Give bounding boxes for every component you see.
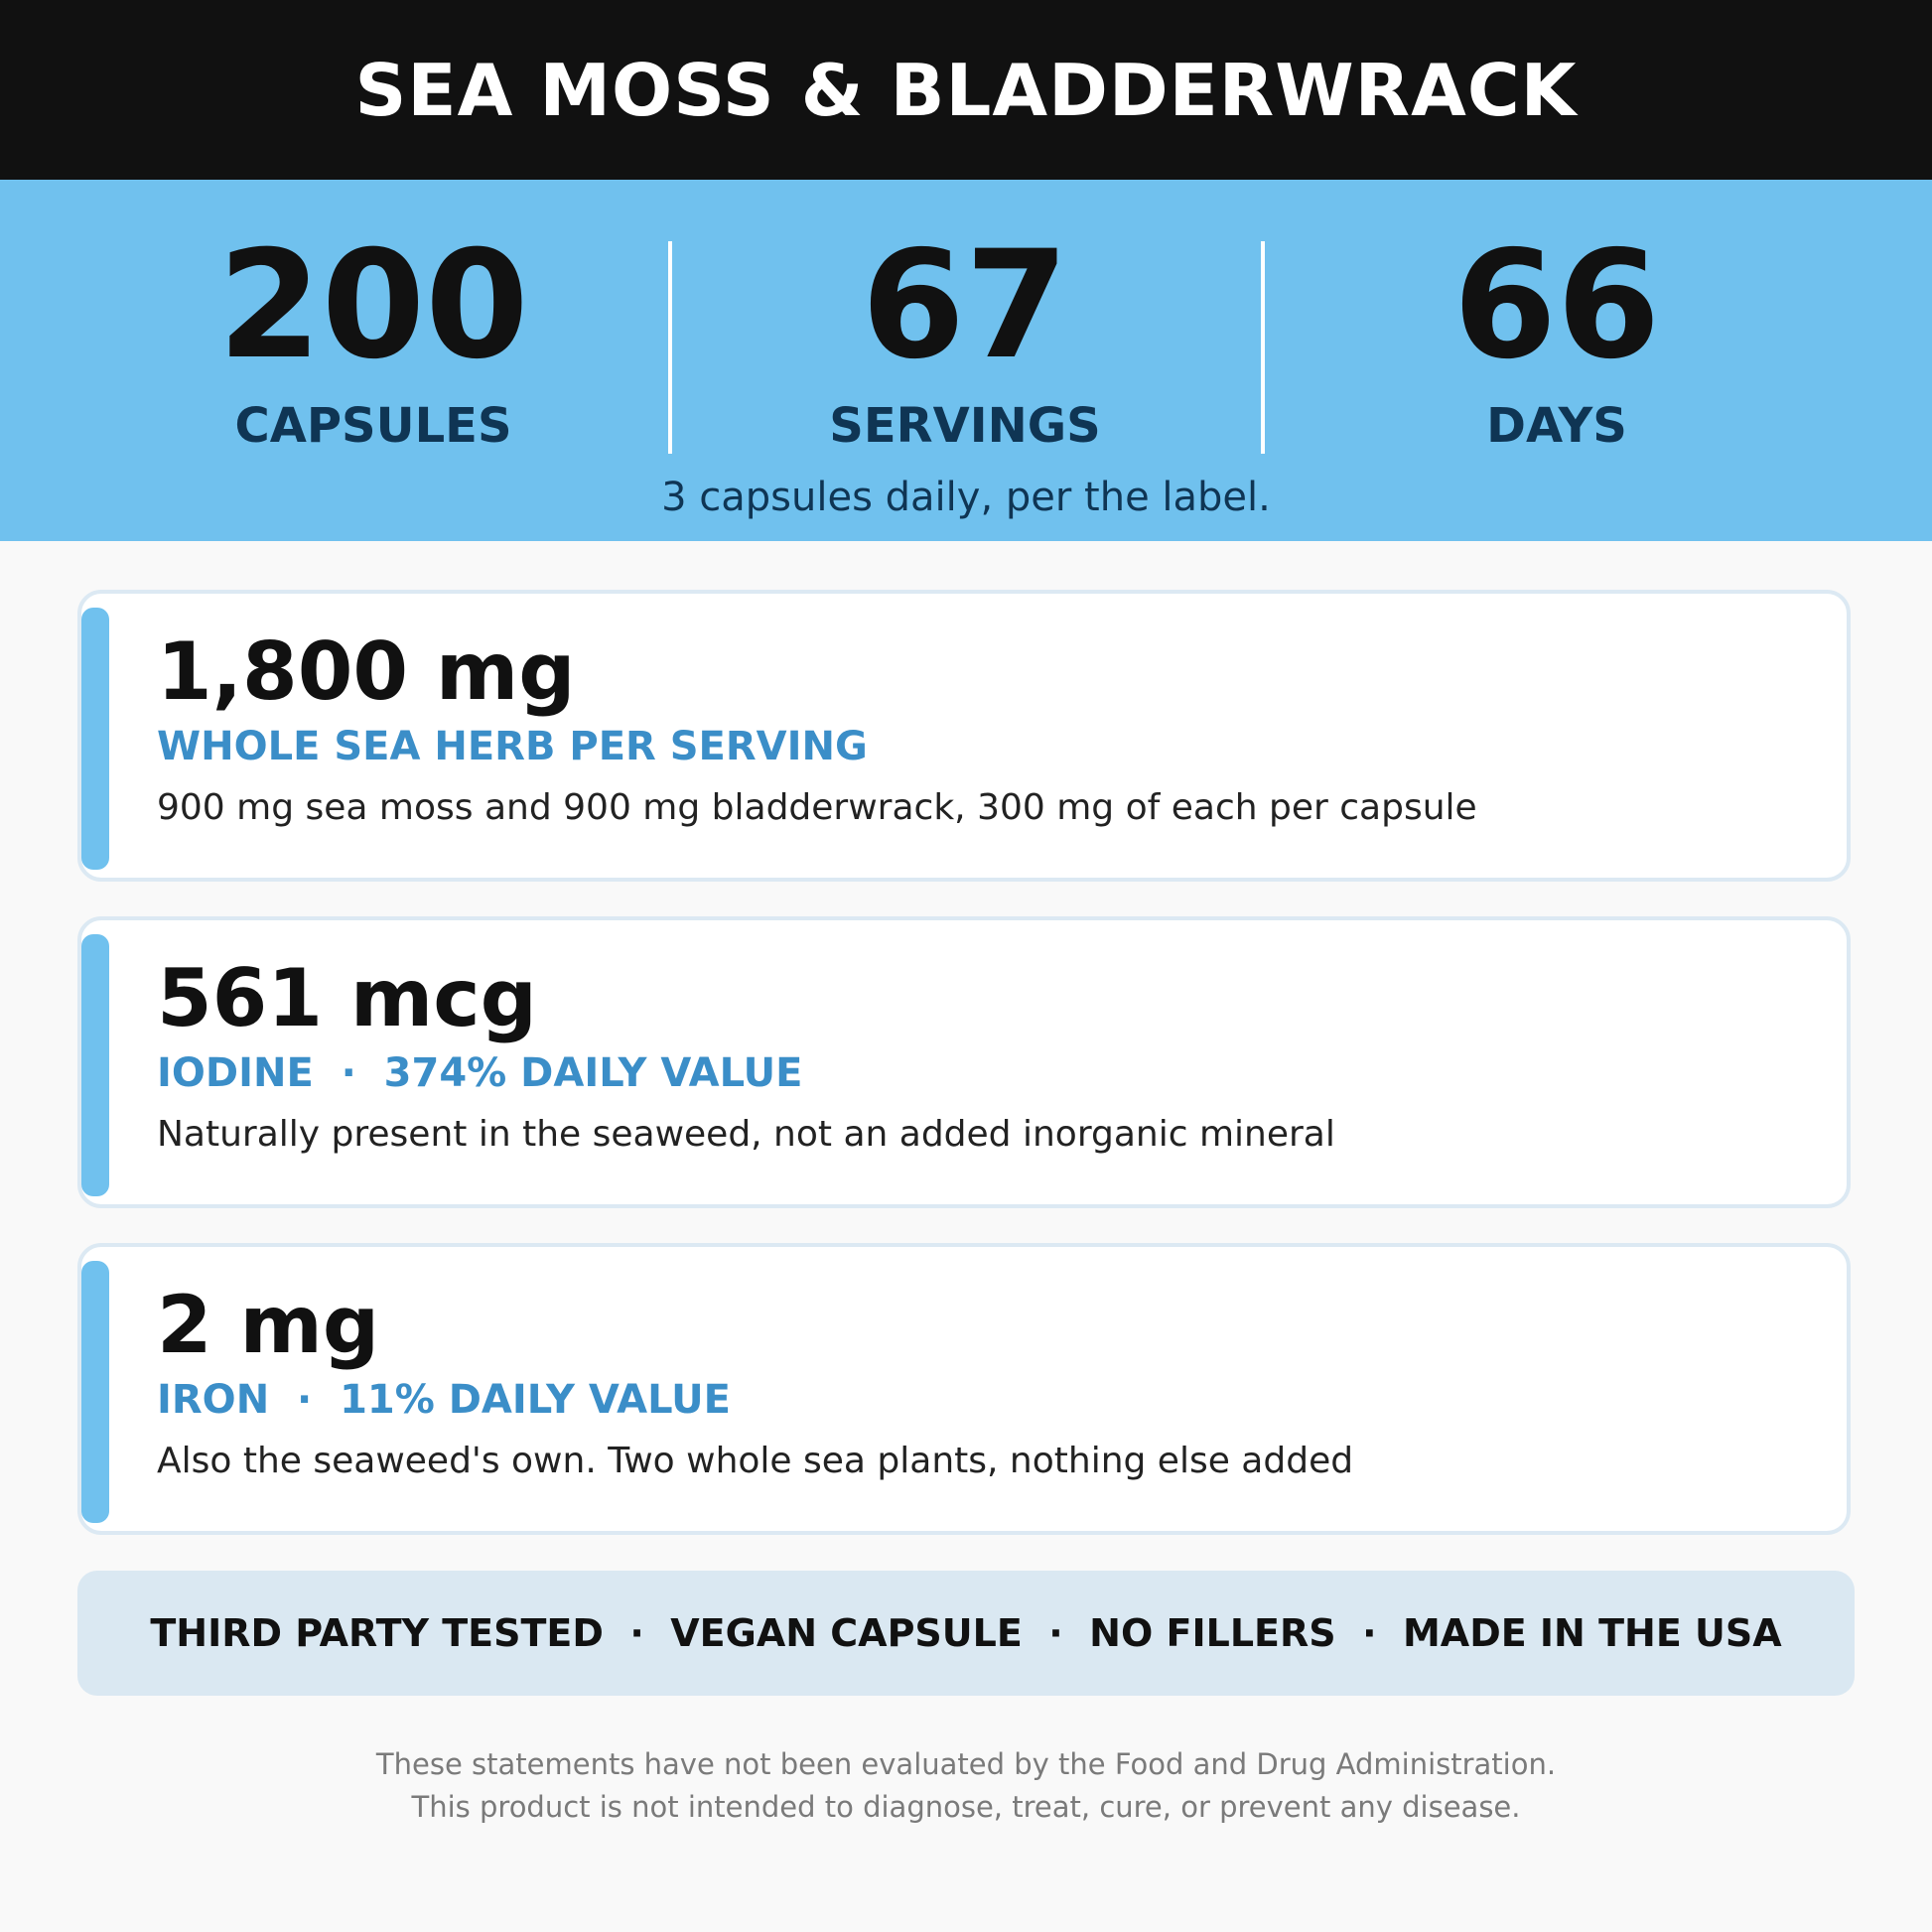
card-accent-bar	[81, 1261, 109, 1523]
stat-value: 67	[861, 219, 1069, 392]
card-amount: 1,800 mg	[157, 625, 576, 718]
stat-label: SERVINGS	[829, 398, 1101, 454]
product-title: SEA MOSS & BLADDERWRACK	[354, 48, 1578, 132]
card-amount: 561 mcg	[157, 952, 537, 1044]
stat-value: 200	[217, 219, 529, 392]
disclaimer-line-1: These statements have not been evaluated by the Food and Drug Administration.	[375, 1747, 1557, 1781]
dosage-note: 3 capsules daily, per the label.	[661, 475, 1271, 520]
disclaimer-line-2: This product is not intended to diagnose, treat, cure, or prevent any disease.	[411, 1790, 1521, 1824]
stat-label: DAYS	[1486, 398, 1627, 454]
card-whole-herb	[77, 590, 1851, 882]
card-accent-bar	[81, 934, 109, 1196]
card-iron	[77, 1243, 1851, 1535]
header-bar	[0, 0, 1932, 180]
card-description: Also the seaweed's own. Two whole sea plants, nothing else added	[157, 1441, 1354, 1481]
stat-value: 66	[1452, 219, 1661, 392]
card-accent-bar	[81, 608, 109, 870]
card-description: Naturally present in the seaweed, not an added inorganic mineral	[157, 1114, 1335, 1155]
card-description: 900 mg sea moss and 900 mg bladderwrack, 300 mg of each per capsule	[157, 787, 1477, 828]
card-subtitle: WHOLE SEA HERB PER SERVING	[157, 724, 868, 769]
card-iodine	[77, 916, 1851, 1208]
card-subtitle: IRON · 11% DAILY VALUE	[157, 1377, 731, 1423]
fda-disclaimer	[0, 1743, 1932, 1829]
card-amount: 2 mg	[157, 1279, 380, 1371]
trust-badges: THIRD PARTY TESTED · VEGAN CAPSULE · NO FILLERS · MADE IN THE USA	[77, 1571, 1855, 1696]
stat-label: CAPSULES	[234, 398, 512, 454]
stats-banner	[0, 180, 1932, 541]
card-subtitle: IODINE · 374% DAILY VALUE	[157, 1050, 803, 1096]
